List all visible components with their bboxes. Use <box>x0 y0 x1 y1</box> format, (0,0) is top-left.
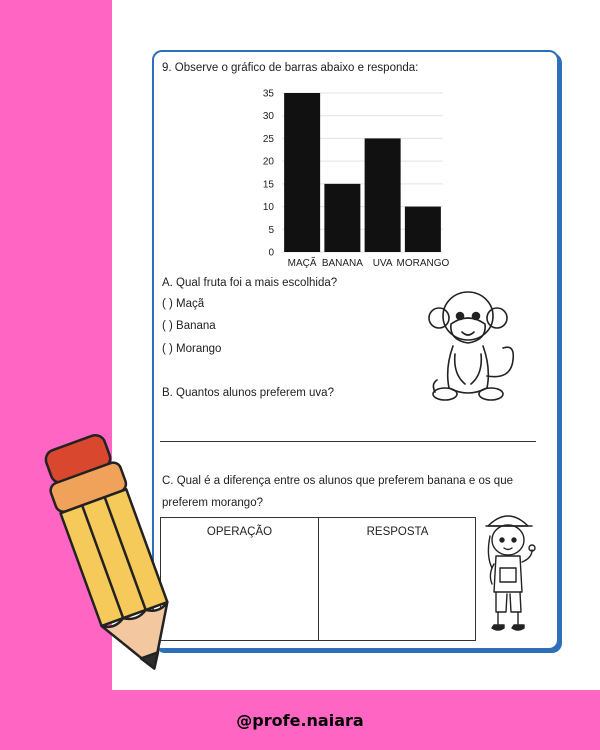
girl-illustration <box>480 508 540 640</box>
footer-bar <box>0 690 600 750</box>
option-banana[interactable]: ( ) Banana <box>162 320 216 332</box>
y-tick-label: 0 <box>268 247 274 259</box>
pencil-illustration <box>55 420 205 690</box>
y-tick-label: 10 <box>262 202 274 214</box>
question-c-line2: preferem morango? <box>162 497 263 509</box>
question-b-text: B. Quantos alunos preferem uva? <box>162 387 334 399</box>
option-maca[interactable]: ( ) Maçã <box>162 298 205 310</box>
monkey-illustration <box>425 288 525 413</box>
bar-0 <box>284 93 320 252</box>
question-9-text: 9. Observe o gráfico de barras abaixo e responda: <box>162 62 419 74</box>
bar-3 <box>405 207 441 252</box>
answer-table <box>160 517 476 641</box>
bar-1 <box>324 184 360 252</box>
y-tick-label: 15 <box>262 179 274 191</box>
footer-handle: @profe.naiara <box>236 710 364 730</box>
y-tick-label: 5 <box>268 224 274 236</box>
y-tick-label: 20 <box>262 156 274 168</box>
x-tick-label: MORANGO <box>396 258 450 269</box>
x-tick-label: MAÇÃ <box>287 258 317 269</box>
x-tick-label: UVA <box>372 258 393 269</box>
y-tick-label: 35 <box>262 88 274 100</box>
answer-line[interactable] <box>160 441 536 442</box>
operacao-header: OPERAÇÃO <box>206 526 273 538</box>
bar-2 <box>365 138 401 252</box>
x-tick-label: BANANA <box>321 258 363 269</box>
y-tick-label: 30 <box>262 111 274 123</box>
resposta-header: RESPOSTA <box>366 526 429 538</box>
question-c-line1: C. Qual é a diferença entre os alunos que preferem banana e os que <box>162 475 513 487</box>
y-tick-label: 25 <box>262 133 274 145</box>
question-a-text: A. Qual fruta foi a mais escolhida? <box>162 277 338 289</box>
option-morango[interactable]: ( ) Morango <box>162 343 222 355</box>
